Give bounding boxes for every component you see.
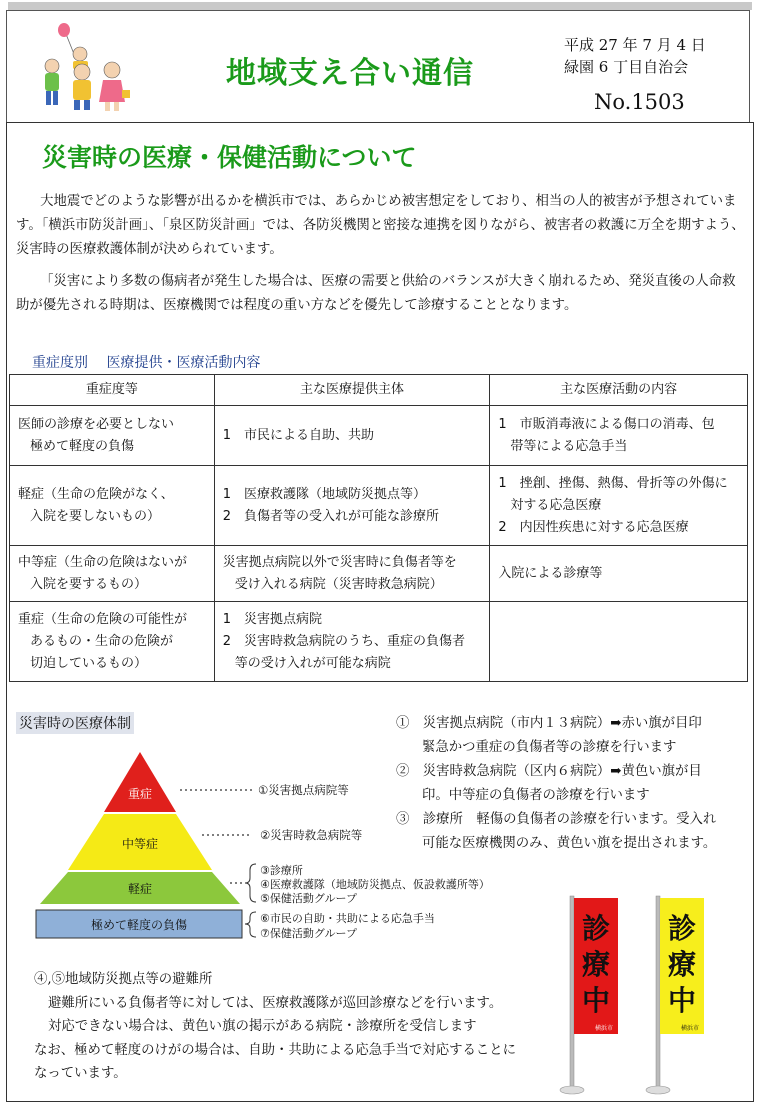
medical-pyramid-diagram bbox=[30, 752, 530, 952]
shelter-text: 避難所にいる負傷者等に対しては、医療救護隊が巡回診療などを行います。 bbox=[48, 995, 503, 1011]
pyramid-annotation-middle: ②災害時救急病院等 bbox=[260, 828, 363, 842]
table-header-cell: 主な医療活動の内容 bbox=[490, 375, 748, 406]
table-cell: 医師の診療を必要としない 極めて軽度の負傷 bbox=[10, 406, 215, 466]
table-cell: 軽症（生命の危険がなく、 入院を要しないもの） bbox=[10, 466, 215, 546]
issue-date: 平成 27 年 7 月 4 日 bbox=[564, 36, 706, 54]
table-row bbox=[10, 406, 748, 466]
family-illustration bbox=[30, 20, 140, 115]
red-flag-char-2: 療 bbox=[581, 948, 611, 981]
table-cell: 中等症（生命の危険はないが 入院を要するもの） bbox=[10, 546, 215, 602]
table-row bbox=[10, 602, 748, 682]
table-header-row bbox=[10, 375, 748, 406]
table-cell: 1 市販消毒液による傷口の消毒、包 帯等による応急手当 bbox=[490, 406, 748, 466]
table-cell: 1 市民による自助、共助 bbox=[214, 406, 490, 466]
pyramid-label-moderate: 中等症 bbox=[121, 837, 159, 851]
article-paragraph-2: 「災害により多数の傷病者が発生した場合は、医療の需要と供給のバランスが大きく崩れるため、発災直後の人命救助が優先される時期は、医療機関では程度の重い方などを優先して診療することとなります。 bbox=[16, 274, 736, 313]
table-cell: 災害拠点病院以外で災害時に負傷者等を 受け入れる病院（災害時救急病院） bbox=[214, 546, 490, 602]
yellow-flag-char-2: 療 bbox=[667, 948, 697, 981]
pyramid-level-severe bbox=[104, 752, 176, 812]
table-cell: 1 挫創、挫傷、熱傷、骨折等の外傷に 対する応急医療 2 内因性疾患に対する応急医療 bbox=[490, 466, 748, 546]
pyramid-annotation-lower: ⑤保健活動グループ bbox=[260, 892, 357, 905]
legend-item: ② 災害時救急病院（区内６病院）➡黄色い旗が目 bbox=[396, 764, 702, 779]
shelter-text: 対応できない場合は、黄色い旗の掲示がある病院・診療所を受信します bbox=[48, 1019, 477, 1034]
brace bbox=[245, 864, 256, 902]
shelter-text: なお、極めて軽度のけがの場合は、自助・共助による応急手当で対応することに bbox=[34, 1042, 517, 1058]
clinic-flags bbox=[556, 890, 746, 1100]
pyramid-annotation-top: ①災害拠点病院等 bbox=[258, 783, 349, 797]
severity-table bbox=[9, 374, 748, 682]
red-flag-city: 横浜市 bbox=[594, 1025, 614, 1032]
shelter-text: なっています。 bbox=[34, 1066, 127, 1081]
article-title: 災害時の医療・保健活動について bbox=[42, 143, 417, 172]
legend-item: ③ 診療所 軽傷の負傷者の診療を行います。受入れ bbox=[396, 812, 717, 827]
table-cell: 1 医療救護隊（地域防災拠点等） 2 負傷者等の受入れが可能な診療所 bbox=[214, 466, 490, 546]
shelter-section bbox=[34, 968, 554, 1086]
article-paragraph-1: 大地震でどのような影響が出るかを横浜市では、あらかじめ被害想定をしており、相当の人的被害が予想されています。「横浜市防災計画」、「泉区防災計画」では、各防災機関と密接な連携を図りながら、被害者の救護に万全を期すよう、災害時の医療救護体制が決められています。 bbox=[16, 194, 745, 257]
pyramid-annotation-lower: ④医療救護隊（地域防災拠点、仮設救護所等） bbox=[260, 878, 490, 891]
pyramid-label-minor: 極めて軽度の負傷 bbox=[90, 918, 188, 932]
yellow-flag-city: 横浜市 bbox=[680, 1025, 700, 1032]
table-row bbox=[10, 546, 748, 602]
legend-item: ① 災害拠点病院（市内１３病院）➡赤い旗が目印 bbox=[396, 716, 702, 731]
shelter-heading: ④,⑤地域防災拠点等の避難所 bbox=[34, 972, 213, 987]
newsletter-title: 地域支え合い通信 bbox=[226, 56, 474, 91]
issue-number: No.1503 bbox=[594, 90, 685, 114]
table-cell: 1 災害拠点病院 2 災害時救急病院のうち、重症の負傷者 等の受け入れが可能な病院 bbox=[214, 602, 490, 682]
table-cell: 重症（生命の危険の可能性が あるもの・生命の危険が 切迫しているもの） bbox=[10, 602, 215, 682]
legend-item-detail: 印。中等症の負傷者の診療を行います bbox=[422, 788, 650, 803]
pyramid-annotation-lower: ③診療所 bbox=[260, 864, 303, 877]
yellow-flag-char-3: 中 bbox=[667, 984, 697, 1017]
organization-name: 緑園 6 丁目自治会 bbox=[564, 58, 689, 76]
pyramid-annotation-base: ⑦保健活動グループ bbox=[260, 927, 357, 940]
table-caption: 重症度別 医療提供・医療活動内容 bbox=[32, 355, 261, 371]
legend-item-detail: 可能な医療機関のみ、黄色い旗を提出されます。 bbox=[422, 836, 717, 851]
red-flag-char-3: 中 bbox=[581, 984, 611, 1017]
table-cell: 入院による診療等 bbox=[490, 546, 748, 602]
table-header-cell: 重症度等 bbox=[10, 375, 215, 406]
table-row bbox=[10, 466, 748, 546]
pyramid-annotation-base: ⑥市民の自助・共助による応急手当 bbox=[260, 912, 435, 925]
system-section-label: 災害時の医療体制 bbox=[16, 712, 134, 734]
table-cell bbox=[490, 602, 748, 682]
red-flag-char-1: 診 bbox=[581, 912, 611, 945]
yellow-flag-char-1: 診 bbox=[667, 912, 697, 945]
pyramid-label-mild: 軽症 bbox=[127, 882, 153, 896]
brace bbox=[245, 912, 256, 937]
table-header-cell: 主な医療提供主体 bbox=[214, 375, 490, 406]
pyramid-label-severe: 重症 bbox=[127, 787, 153, 801]
legend-item-detail: 緊急かつ重症の負傷者等の診療を行います bbox=[422, 740, 677, 755]
top-border-bar bbox=[8, 2, 752, 10]
